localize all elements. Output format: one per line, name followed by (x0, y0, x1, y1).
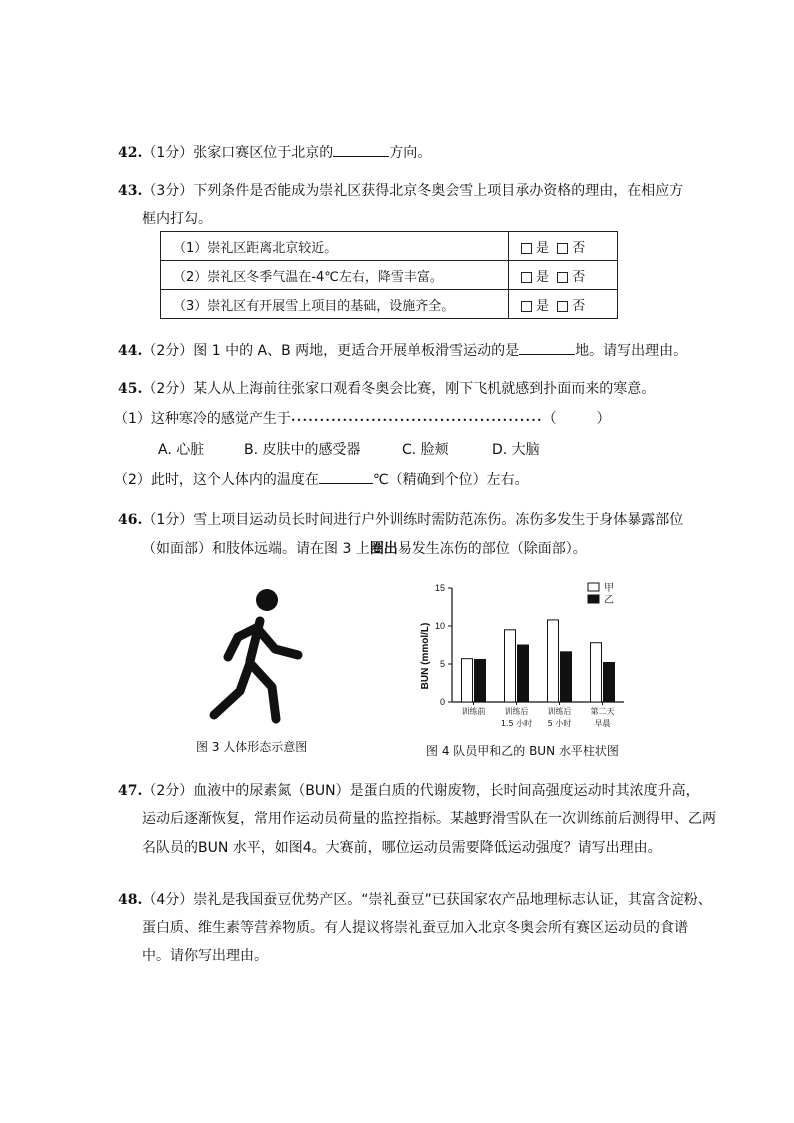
no-checkbox[interactable] (557, 243, 568, 254)
question-score: （1分） (142, 512, 194, 528)
question-text: 图 1 中的 A、B 两地，更适合开展单板滑雪运动的是 (193, 343, 520, 359)
condition-text: （2）崇礼区冬季气温在-4℃左右，降雪丰富。 (161, 261, 509, 290)
legend-swatch (588, 583, 599, 591)
question-48 (118, 890, 712, 910)
question-46-line2 (142, 539, 587, 559)
question-43 (118, 181, 683, 201)
table-row (161, 232, 618, 261)
x-tick-label: 1.5 小时 (500, 719, 533, 728)
question-score: （4分） (142, 892, 194, 908)
y-axis-label: BUN (mmol/L) (420, 622, 431, 690)
question-number: 45. (118, 381, 143, 397)
question-45 (118, 379, 655, 399)
question-text: 雪上项目运动员长时间进行户外训练时需防范冻伤。冻伤多发生于身体暴露部位 (193, 512, 684, 528)
question-score: （2分） (142, 381, 194, 397)
question-48-line2: 蛋白质、维生素等营养物质。有人提议将崇礼蚕豆加入北京冬奥会所有赛区运动员的食谱 (142, 920, 688, 936)
question-text: 某人从上海前往张家口观看冬奥会比赛，刚下飞机就感到扑面而来的寒意。 (193, 381, 656, 397)
x-tick-label: 第二天 (590, 707, 615, 716)
paren-close: ） (596, 411, 611, 427)
question-48-line3: 中。请你写出理由。 (142, 948, 268, 964)
head (256, 589, 278, 611)
x-tick-label: 5 小时 (547, 719, 572, 728)
condition-text: （3）崇礼区有开展雪上项目的基础，设施齐全。 (161, 290, 509, 319)
choice-a[interactable]: A. 心脏 (158, 442, 205, 458)
yes-label: 是 (536, 298, 550, 314)
back-leg (214, 663, 250, 715)
yes-label: 是 (536, 269, 550, 285)
sub-question-text: ℃（精确到个位）左右。 (372, 472, 529, 488)
yes-checkbox[interactable] (521, 272, 532, 283)
bar-甲 (462, 659, 473, 702)
sub-question-text: （1）这种寒冷的感觉产生于 (114, 411, 291, 427)
question-score: （2分） (142, 343, 194, 359)
question-45-sub1 (114, 409, 611, 431)
bun-bar-chart (412, 578, 632, 738)
y-tick-label: 0 (439, 697, 445, 707)
bar-乙 (518, 645, 529, 702)
condition-text: （1）崇礼区距离北京较近。 (161, 232, 509, 261)
question-42 (118, 142, 431, 163)
question-47 (118, 781, 700, 801)
answer-blank[interactable] (333, 142, 389, 157)
question-47-line3: 名队员的BUN 水平，如图4。大赛前，哪位运动员需要降低运动强度？请写出理由。 (142, 840, 662, 856)
answer-blank[interactable] (519, 340, 575, 355)
question-text: 崇礼是我国蚕豆优势产区。“崇礼蚕豆”已获国家农产品地理标志认证，其富含淀粉、 (193, 892, 712, 908)
question-number: 42. (118, 145, 143, 161)
bar-乙 (561, 652, 572, 702)
legend-swatch (588, 595, 599, 603)
question-number: 48. (118, 892, 143, 908)
front-arm (258, 629, 298, 655)
question-number: 47. (118, 783, 143, 799)
choice-list (158, 440, 540, 460)
answer-blank[interactable] (319, 469, 373, 484)
question-score: （3分） (142, 183, 194, 199)
front-leg (250, 663, 276, 719)
question-45-sub2 (114, 469, 529, 490)
y-tick-label: 5 (439, 659, 445, 669)
table-row (161, 261, 618, 290)
emphasis-text: 圈出 (369, 541, 398, 557)
choice-c[interactable]: C. 脸颊 (402, 442, 449, 458)
sub-question-text: （2）此时，这个人体内的温度在 (114, 472, 319, 488)
no-label: 否 (572, 298, 586, 314)
x-tick-label: 训练前 (461, 707, 486, 716)
no-label: 否 (572, 269, 586, 285)
yes-label: 是 (536, 240, 550, 256)
question-47-line2: 运动后逐渐恢复，常用作运动员荷量的监控指标。某越野滑雪队在一次训练前后测得甲、乙两 (142, 811, 716, 827)
question-number: 46. (118, 512, 143, 528)
bar-乙 (604, 662, 615, 702)
question-text: （如面部）和肢体远端。请在图 3 上 (142, 541, 370, 557)
question-score: （2分） (142, 783, 194, 799)
bar-甲 (505, 630, 516, 702)
table-row (161, 290, 618, 319)
yes-no-cell (509, 290, 618, 319)
y-tick-label: 15 (434, 583, 445, 593)
condition-table (160, 231, 618, 319)
paren-open: （ (542, 411, 557, 427)
question-text: 血液中的尿素氮（BUN）是蛋白质的代谢废物，长时间高强度运动时其浓度升高， (193, 783, 700, 799)
leader-dots: •••••••••••••••••••••••••••••••••••••••••••• (290, 416, 543, 425)
yes-checkbox[interactable] (521, 243, 532, 254)
no-checkbox[interactable] (557, 301, 568, 312)
figure-4-caption: 图 4 队员甲和乙的 BUN 水平柱状图 (426, 744, 619, 758)
yes-no-cell (509, 232, 618, 261)
x-tick-label: 训练后 (504, 707, 529, 716)
question-text: 地。请写出理由。 (575, 343, 688, 359)
question-number: 44. (118, 343, 143, 359)
question-number: 43. (118, 183, 143, 199)
legend-label: 甲 (604, 583, 614, 594)
bar-乙 (475, 659, 486, 702)
question-text: 方向。 (389, 145, 432, 161)
question-46 (118, 510, 683, 530)
x-tick-label: 训练后 (547, 707, 572, 716)
y-tick-label: 10 (434, 621, 445, 631)
yes-checkbox[interactable] (521, 301, 532, 312)
question-text: 下列条件是否能成为崇礼区获得北京冬奥会雪上项目承办资格的理由，在相应方 (193, 183, 684, 199)
yes-no-cell (509, 261, 618, 290)
question-text: 易发生冻伤的部位（除面部）。 (397, 541, 587, 557)
choice-b[interactable]: B. 皮肤中的感受器 (244, 442, 361, 458)
figure-3-caption: 图 3 人体形态示意图 (196, 740, 308, 754)
no-label: 否 (572, 240, 586, 256)
question-score: （1分） (142, 145, 194, 161)
question-text: 张家口赛区位于北京的 (193, 145, 334, 161)
bar-甲 (591, 643, 602, 702)
choice-d[interactable]: D. 大脑 (492, 442, 540, 458)
x-tick-label: 早晨 (594, 719, 611, 728)
question-43-line2: 框内打勾。 (142, 211, 212, 227)
bar-甲 (548, 620, 559, 702)
no-checkbox[interactable] (557, 272, 568, 283)
question-44 (118, 340, 687, 361)
legend-label: 乙 (604, 595, 614, 606)
walking-person-figure[interactable] (200, 583, 320, 733)
